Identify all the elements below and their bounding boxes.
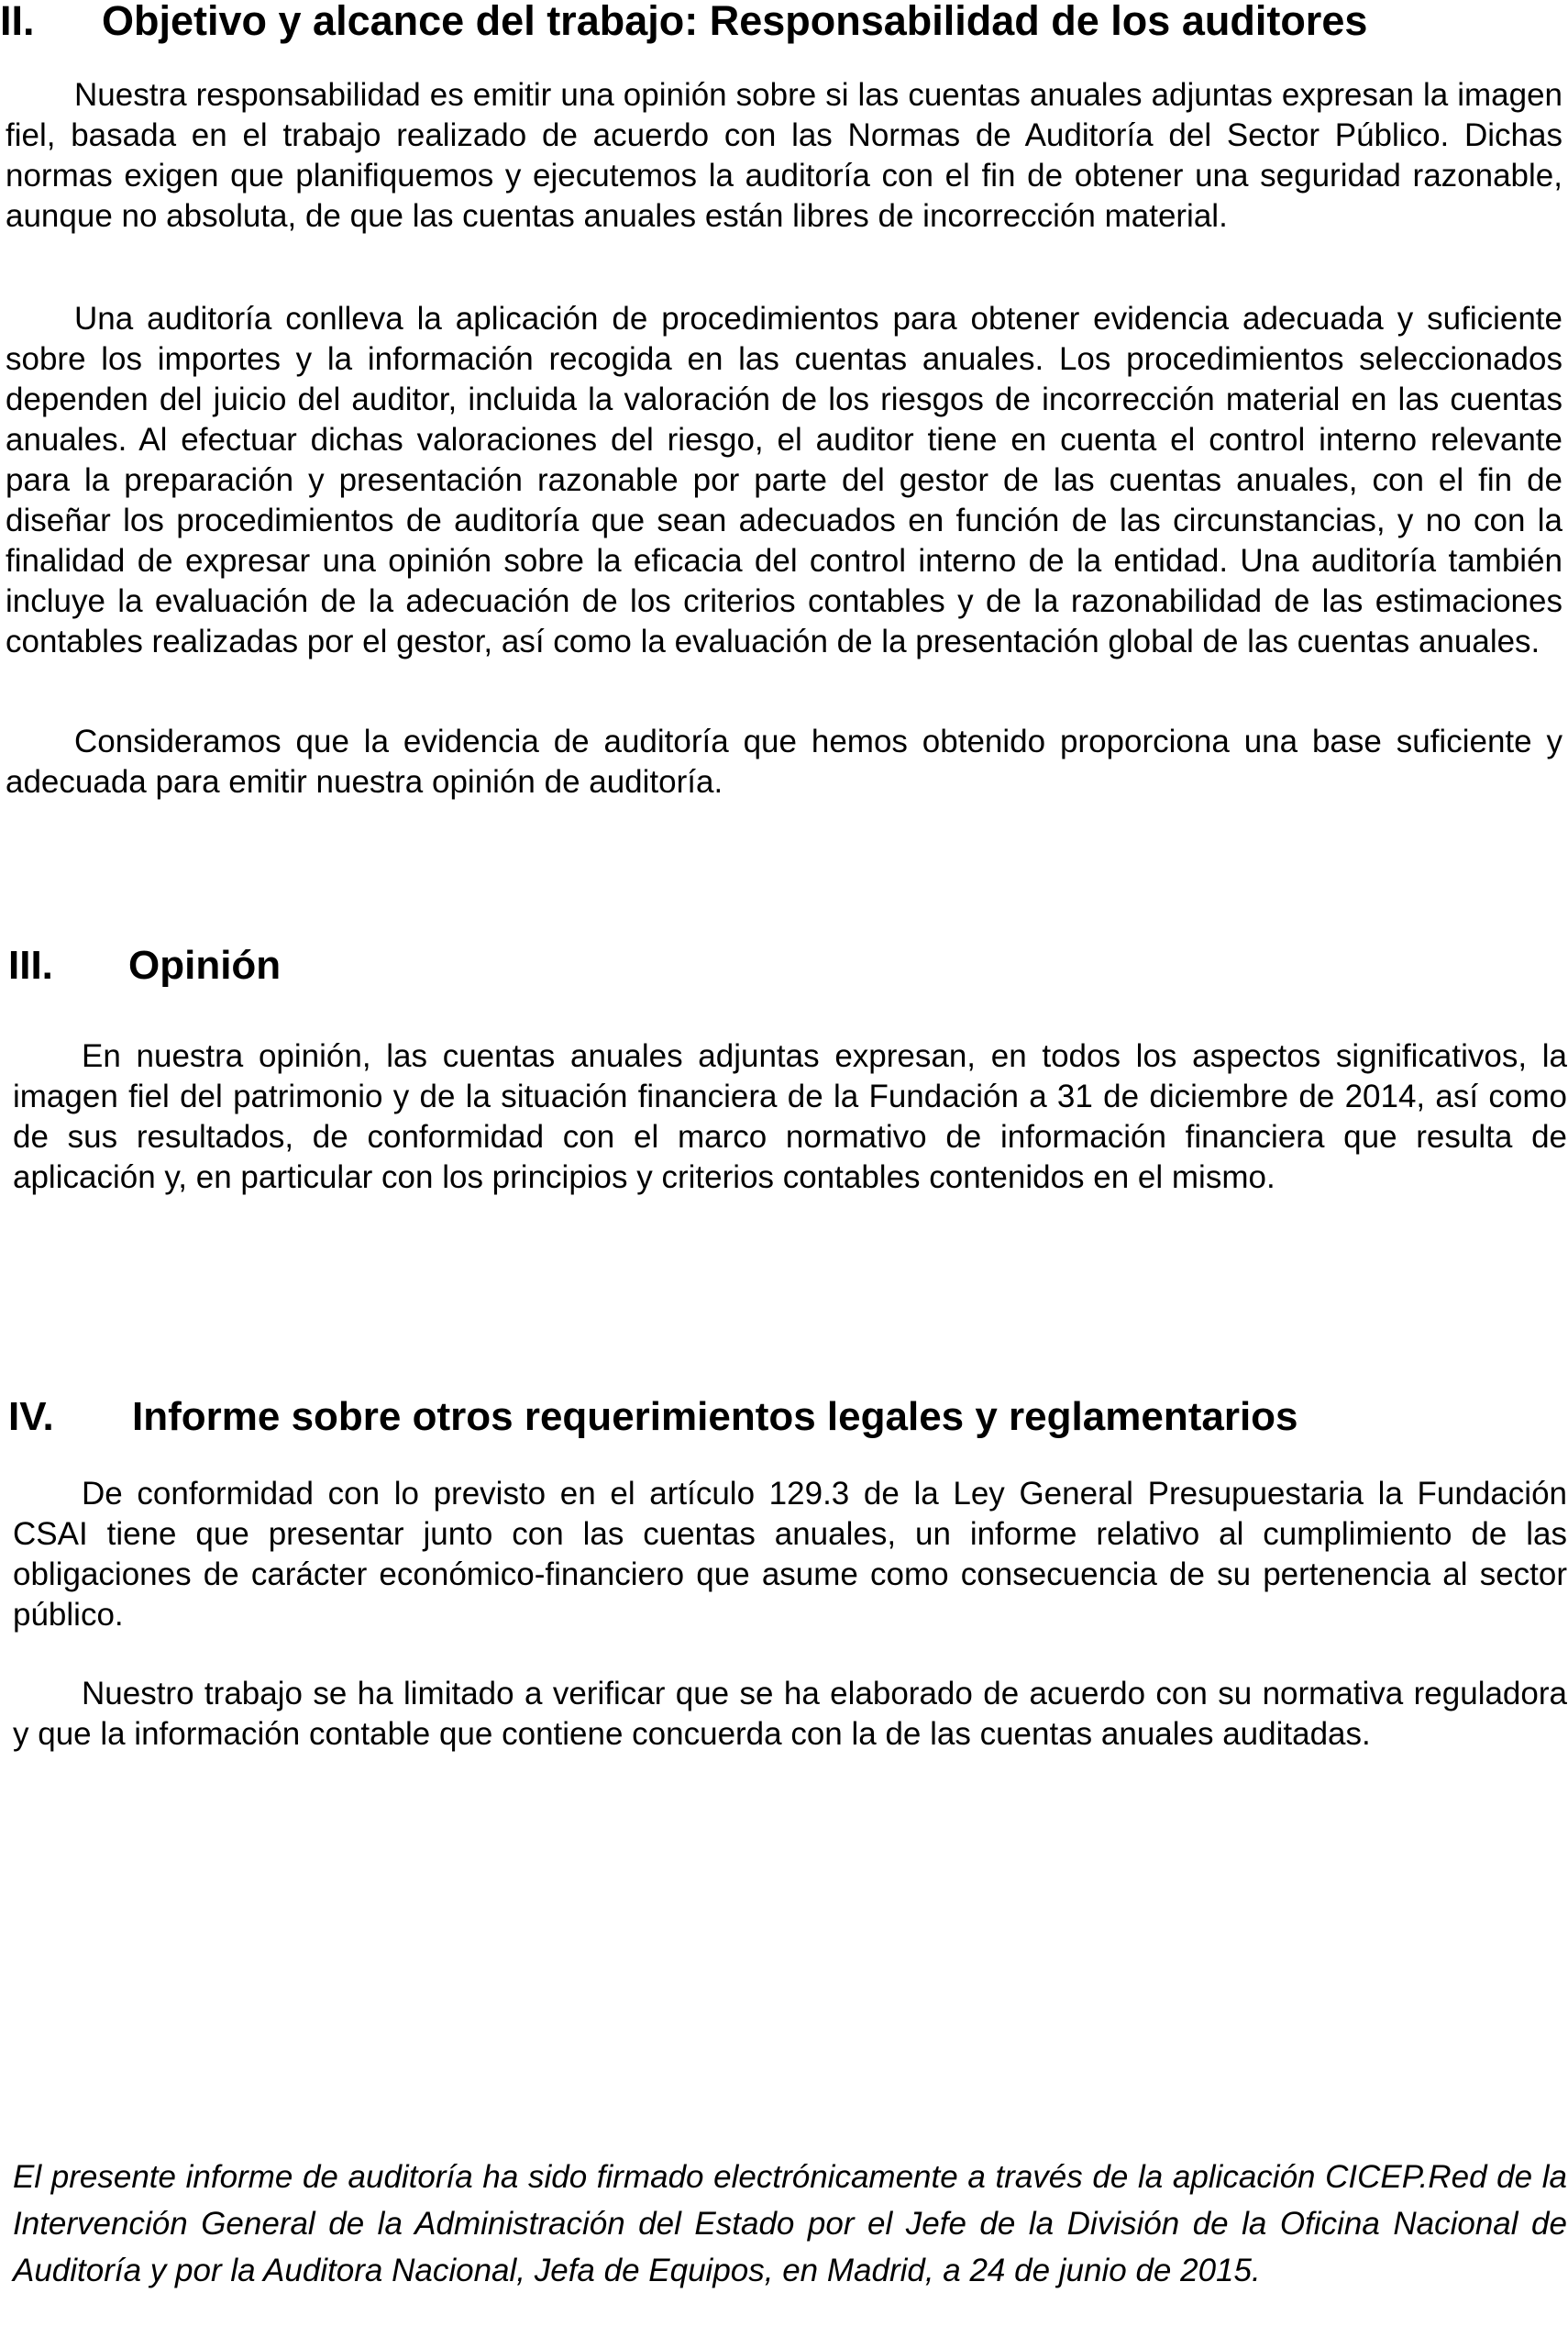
section-number: IV.	[8, 1394, 54, 1439]
section-title: Objetivo y alcance del trabajo: Responsabilidad de los auditores	[102, 0, 1368, 44]
section-number: II.	[0, 0, 35, 44]
paragraph: Una auditoría conlleva la aplicación de procedimientos para obtener evidencia adecuada y suficiente sobre los importes y la información recogida en las cuentas anuales. Los procedimientos seleccionados dependen del juicio del auditor, incluida la valoración de los riesgos de incorrección material en las cuentas anuales. Al efectuar dichas valoraciones del riesgo, el auditor tiene en cuenta el control interno relevante para la preparación y presentación razonable por parte del gestor de las cuentas anuales, con el fin de diseñar los procedimientos de auditoría que sean adecuados en función de las circunstancias, y no con la finalidad de expresar una opinión sobre la eficacia del control interno de la entidad. Una auditoría también incluye la evaluación de la adecuación de los criterios contables y de la razonabilidad de las estimaciones contables realizadas por el gestor, así como la evaluación de la presentación global de las cuentas anuales.	[6, 301, 1562, 659]
electronic-signature-note: El presente informe de auditoría ha sido firmado electrónicamente a través de la aplicación CICEP.Red de la Intervención General de la Administración del Estado por el Jefe de la División de la Oficina Nacional de Auditoría y por la Auditora Nacional, Jefa de Equipos, en Madrid, a 24 de junio de 2015.	[13, 2159, 1567, 2288]
paragraph: Nuestro trabajo se ha limitado a verificar que se ha elaborado de acuerdo con su normativa reguladora y que la información contable que contiene concuerda con la de las cuentas anuales auditadas.	[13, 1676, 1567, 1752]
paragraph: De conformidad con lo previsto en el artículo 129.3 de la Ley General Presupuestaria la Fundación CSAI tiene que presentar junto con las cuentas anuales, un informe relativo al cumplimiento de las obligaciones de carácter económico-financiero que asume como consecuencia de su pertenencia al sector público.	[13, 1476, 1567, 1633]
section-title: Opinión	[128, 943, 282, 988]
paragraph: Nuestra responsabilidad es emitir una opinión sobre si las cuentas anuales adjuntas expresan la imagen fiel, basada en el trabajo realizado de acuerdo con las Normas de Auditoría del Sector Público. Dichas normas exigen que planifiquemos y ejecutemos la auditoría con el fin de obtener una seguridad razonable, aunque no absoluta, de que las cuentas anuales están libres de incorrección material.	[6, 77, 1562, 234]
section-number: III.	[8, 943, 53, 988]
paragraph: Consideramos que la evidencia de auditoría que hemos obtenido proporciona una base suficiente y adecuada para emitir nuestra opinión de auditoría.	[6, 724, 1562, 800]
section-title: Informe sobre otros requerimientos legales y reglamentarios	[132, 1394, 1298, 1439]
paragraph: En nuestra opinión, las cuentas anuales adjuntas expresan, en todos los aspectos significativos, la imagen fiel del patrimonio y de la situación financiera de la Fundación a 31 de diciembre de 2014, así como de sus resultados, de conformidad con el marco normativo de información financiera que resulta de aplicación y, en particular con los principios y criterios contables contenidos en el mismo.	[13, 1038, 1567, 1195]
